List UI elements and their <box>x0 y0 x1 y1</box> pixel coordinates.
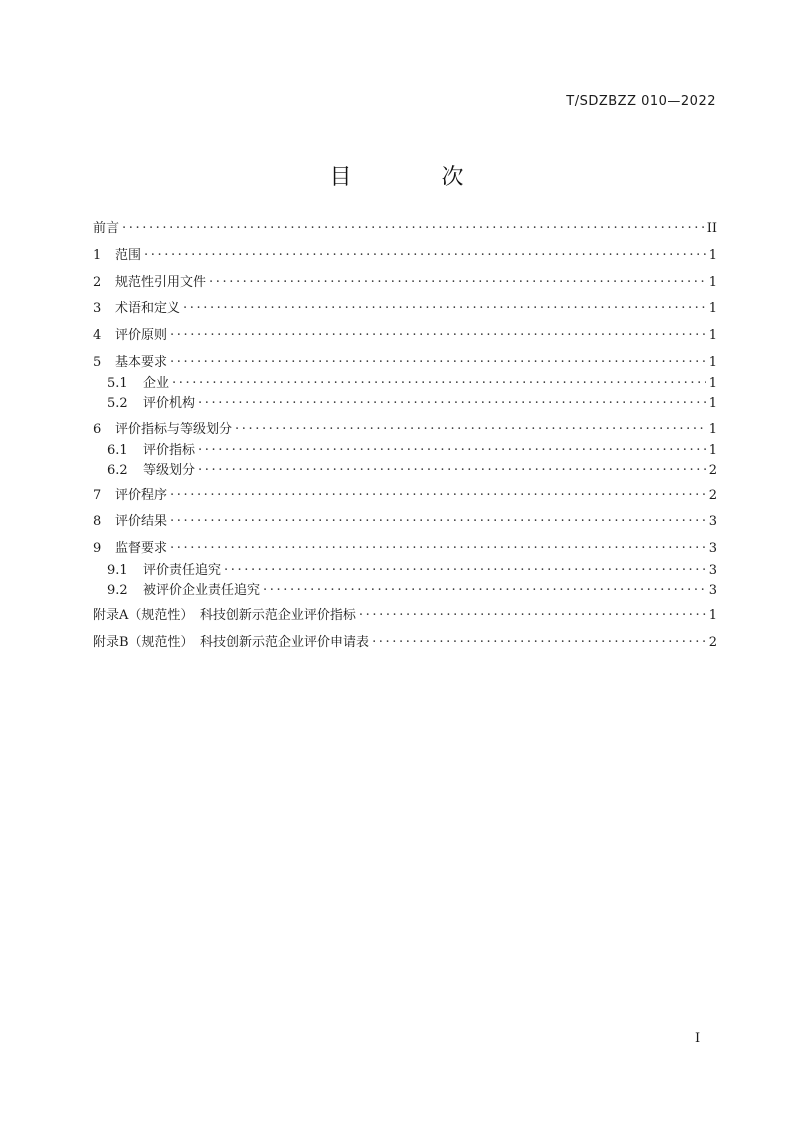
toc-entry[interactable] <box>93 580 717 601</box>
toc-entry[interactable] <box>93 272 717 293</box>
toc-entry-number: 6 <box>93 422 102 437</box>
toc-entry-page: 1 <box>708 248 717 263</box>
toc-entry-number: 5.1 <box>107 376 128 391</box>
dot-leader <box>198 460 706 474</box>
toc-entry-label: 范围 <box>115 248 142 263</box>
toc-entry[interactable] <box>93 538 717 559</box>
dot-leader <box>198 393 706 407</box>
dot-leader <box>372 632 706 646</box>
toc-entry-page: 1 <box>708 422 717 437</box>
toc-entry-label: 前言 <box>93 221 120 236</box>
toc-entry-page: 3 <box>708 541 717 556</box>
toc-entry-number: 4 <box>93 328 102 343</box>
toc-entry[interactable] <box>93 352 717 373</box>
dot-leader <box>209 272 706 286</box>
toc-entry-number: 2 <box>93 275 102 290</box>
toc-entry-number: 9 <box>93 541 102 556</box>
dot-leader <box>170 325 706 339</box>
page-folio: I <box>695 1031 701 1046</box>
toc-entry-number: 8 <box>93 514 102 529</box>
toc-entry-number: 9.1 <box>107 563 128 578</box>
toc-entry[interactable] <box>93 460 717 481</box>
toc-entry-number: 5 <box>93 355 102 370</box>
toc-entry[interactable] <box>93 419 717 440</box>
toc-entry-label: 基本要求 <box>115 355 168 370</box>
toc-entry[interactable] <box>93 325 717 346</box>
toc-entry[interactable] <box>93 605 717 626</box>
toc-entry-label: 评价指标 <box>143 443 196 458</box>
toc-entry[interactable] <box>93 298 717 319</box>
toc-entry-page: 2 <box>708 463 717 478</box>
dot-leader <box>224 560 706 574</box>
dot-leader <box>122 218 704 232</box>
toc-entry-label: 评价原则 <box>115 328 168 343</box>
toc-entry-number: 6.1 <box>107 443 128 458</box>
toc-entry-number: 1 <box>93 248 102 263</box>
toc-entry[interactable] <box>93 373 717 394</box>
dot-leader <box>170 511 706 525</box>
toc-entry-page: 3 <box>708 583 717 598</box>
dot-leader <box>144 245 706 259</box>
toc-entry-number: 6.2 <box>107 463 128 478</box>
toc-entry-number: 5.2 <box>107 396 128 411</box>
toc-entry-label: 评价结果 <box>115 514 168 529</box>
toc-entry[interactable] <box>93 245 717 266</box>
dot-leader <box>235 419 706 433</box>
toc-entry-label: 监督要求 <box>115 541 168 556</box>
dot-leader <box>183 298 706 312</box>
toc-entry-number: 9.2 <box>107 583 128 598</box>
toc-entry-page: 1 <box>708 355 717 370</box>
toc-entry-label: 评价责任追究 <box>143 563 222 578</box>
toc-entry-label: 评价指标与等级划分 <box>115 422 233 437</box>
toc-entry-label: 评价机构 <box>143 396 196 411</box>
toc-entry-label: 规范性引用文件 <box>115 275 207 290</box>
toc-entry[interactable] <box>93 440 717 461</box>
toc-entry-page: 1 <box>708 396 717 411</box>
toc-entry-page: 3 <box>708 514 717 529</box>
toc-entry-page: 1 <box>708 301 717 316</box>
toc-entry-label: 评价程序 <box>115 488 168 503</box>
toc-entry-label: 等级划分 <box>143 463 196 478</box>
toc-entry-page: 3 <box>708 563 717 578</box>
toc-entry-label: 企业 <box>143 376 170 391</box>
toc-entry-label: 被评价企业责任追究 <box>143 583 261 598</box>
document-code: T/SDZBZZ 010—2022 <box>566 94 716 109</box>
toc-entry[interactable] <box>93 485 717 506</box>
toc-entry-page: 1 <box>708 443 717 458</box>
toc-entry[interactable] <box>93 511 717 532</box>
dot-leader <box>359 605 706 619</box>
toc-entry-page: 1 <box>708 608 717 623</box>
toc-entry-number: 7 <box>93 488 102 503</box>
toc-entry[interactable] <box>93 218 717 239</box>
dot-leader <box>172 373 706 387</box>
dot-leader <box>170 352 706 366</box>
dot-leader <box>170 485 706 499</box>
toc-entry-page: 2 <box>708 635 717 650</box>
toc-entry[interactable] <box>93 393 717 414</box>
toc-entry-number: 3 <box>93 301 102 316</box>
toc-entry-page: 1 <box>708 328 717 343</box>
toc-entry-page: II <box>706 221 717 236</box>
toc-entry-label: 附录B（规范性） 科技创新示范企业评价申请表 <box>93 635 370 650</box>
toc-entry-page: 1 <box>708 275 717 290</box>
toc-entry-label: 附录A（规范性） 科技创新示范企业评价指标 <box>93 608 356 623</box>
toc-entry-page: 2 <box>708 488 717 503</box>
toc-entry-label: 术语和定义 <box>115 301 181 316</box>
dot-leader <box>198 440 706 454</box>
dot-leader <box>170 538 706 552</box>
toc-entry[interactable] <box>93 560 717 581</box>
dot-leader <box>263 580 706 594</box>
toc-entry-page: 1 <box>708 376 717 391</box>
toc-entry[interactable] <box>93 632 717 653</box>
toc-title: 目 次 <box>329 165 498 190</box>
